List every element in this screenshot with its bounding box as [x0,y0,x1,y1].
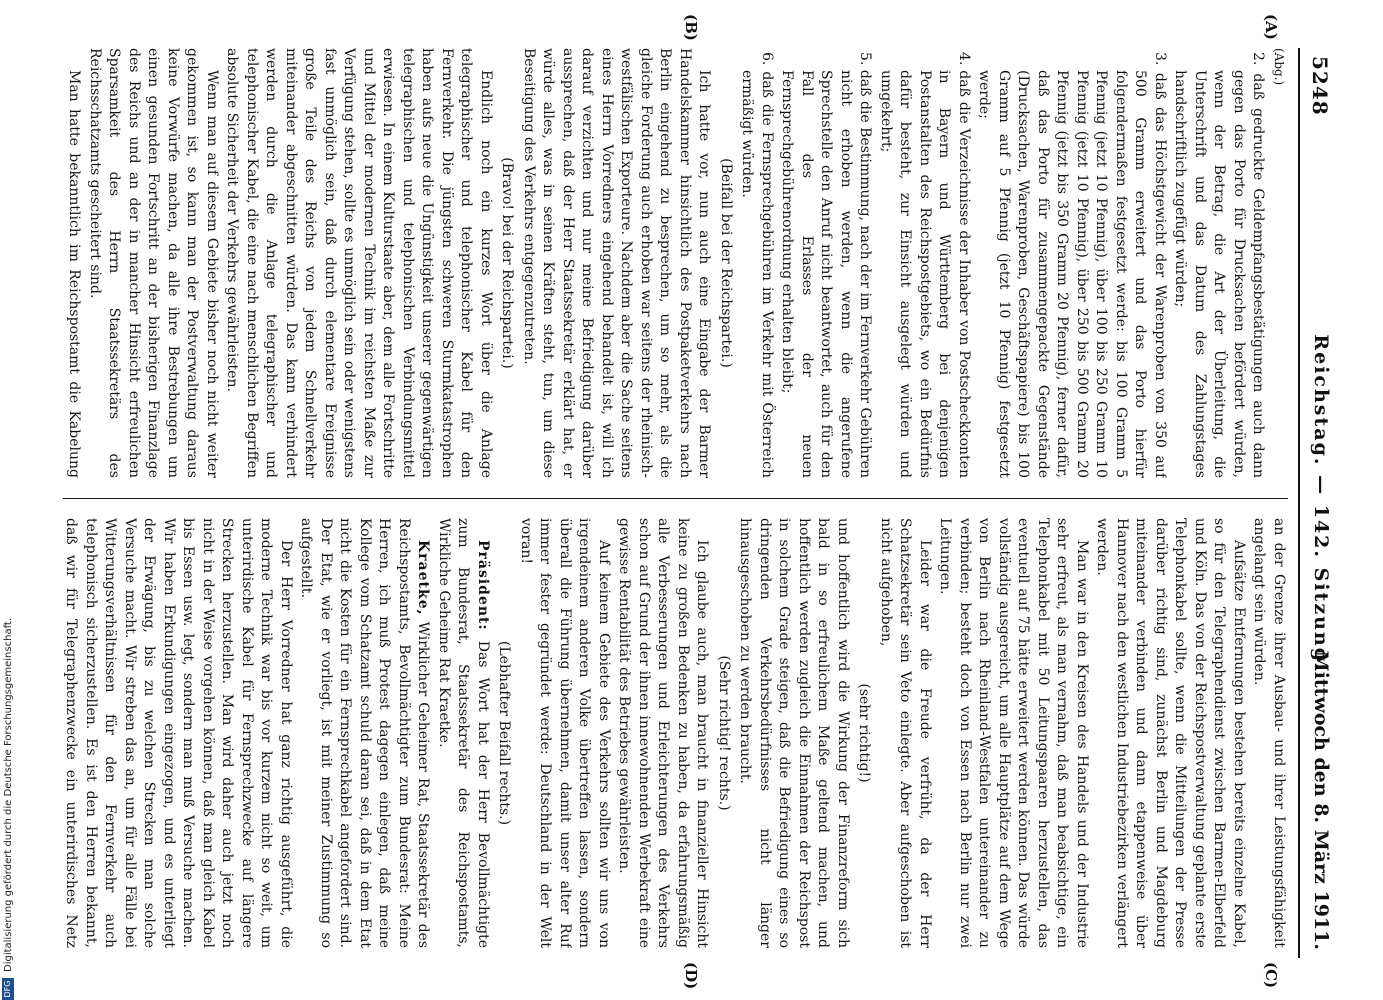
margin-mark-a: (A) [1262,14,1280,40]
petition-item-5: 5. daß die Bestimmung, nach der im Fernverkehr Gebühren nicht erhoben werden, wenn die angerufene Sprechstelle den Anruf nicht beantwortet, auch für den Fall des Erlasses der neuen Fernsprechgebührenordnung erhalten bleibt; [779,52,874,478]
paragraph: Leider war die Freude verfrüht, da der Herr Schatzsekretär sein Veto einlegte. Aber aufgeschoben ist nicht aufgehoben, [878,518,933,948]
applause-note: (Bravo! bei der Reichspartei.) [499,157,516,369]
paragraph: Ich hatte vor, nun auch eine Eingabe der Barmer Handelskammer hinsichtlich des Postpaketverkehrs nach Berlin eingehend zu besprechen, um so mehr, als die gleiche Forderung auch erhoben war seitens der rheinisch-westfälischen Exporteure. Nachdem aber die Sache seitens eines Herrn Vorredners eingehend behandelt ist, will ich darauf verzichten und nur meine Befriedigung darüber aussprechen, daß der Herr Staatssekretär erklärt hat, er würde alles, was in seinen Kräften steht, tun, um diese Beseitigung des Verkehrs entgegenzutreten. [521,48,713,478]
applause-note: (Beifall bei der Reichspartei.) [718,158,734,368]
speaker-prefix: (Abg.) [1272,48,1286,86]
paragraph: Der Herr Vorredner hat ganz richtig ausgeführt, die moderne Technik war bis vor kurzem nicht so weit, um unterirdische Kabel für Fernsprechzwecke auf längere Strecken herzustellen. Man wird daher auch jetzt noch nicht in der Weise vorgehen können, daß man gleich Kabel bis Essen usw. legt, sondern man muß Versuche machen. Wir haben Erkundigungen eingezogen, und es unterliegt der Erwägung, bis zu welchen Strecken man solche Versuche macht. Wir streben das an, um für alle Fälle bei Witterungsverhältnissen für den Fernverkehr auch telephonisch sicherzustellen. Es ist den Herren bekannt, daß wir für Telegraphenzwecke ein unterirdisches Netz [63,518,294,948]
margin-mark-c: (C) [1262,962,1280,989]
dfg-logo-icon: DFG [2,978,14,1000]
paragraph: Endlich noch ein kurzes Wort über die Anlage telegraphischer und telephonischer Kabel für den Fernverkehr. Die jüngsten schweren Sturmkatastrophen haben aufs neue die Ungünstigkeit unserer gegenwärtigen telegraphischen und telephonischen Verbindungsmittel erwiesen. In einem Kulturstaate aber, dem alle Fortschritte und Mittel der modernen Technik im reichsten Maße zur Verfügung stehen, sollte es unmöglich sein oder wenigstens fast unmöglich sein, daß durch elementare Ereignisse große Teile des Reichs von jedem Schnellverkehr miteinander abgeschnitten würden. Das kann verhindert werden durch die Anlage telegraphischer und telephonischer Kabel, die eine nach menschlichen Begriffen absolute Sicherheit der Verkehrs gewährleisten. [224,48,494,478]
kraetke-statement [296,518,433,948]
applause-note: (sehr richtig!) [856,683,873,783]
petition-item-2: 2. daß gedruckte Geldempfangsbestätigungen auch dann gegen das Porto für Drucksachen befördert würden, wenn der Betrag, die Art der Überleitung, die Unterschrift und das Datum des Zahlungstages handschriftlich zugefügt würden; [1172,52,1267,478]
statement-text: Das Wort hat der Herr Bevollmächtigte zum Bundesrat, Staatssekretär des Reichspostamts, Wirkliche Geheime Rat Kraetke. [436,518,491,948]
petition-item-6: 6. daß die Fernsprechgebühren im Verkehr mit Österreich ermäßigt würden. [739,52,775,478]
petition-item-4: 4. daß die Verzeichnisse der Inhaber von Postscheckkonten in Bayern und Württemberg bei denjenigen Postanstalten des Reichspostgebiets, wo ein Bedürfnis dafür besteht, zur Einsicht ausgelegt würden und umgekehrt; [878,52,972,478]
president-statement [434,518,493,948]
right-column [63,518,1288,948]
credit-text: Digitalisierung gefördert durch die Deutsche Forschungsgemeinschaft. [3,617,14,972]
paragraph: Wenn man auf diesem Gebiete bisher noch nicht weiter gekommen ist, so kann man der Postverwaltung daraus keine Vorwürfe machen, da alle ihre Bestrebungen um einen gesunden Fortschritt an der bisherigen Finanzlage des Reichs und an der in mancher Hinsicht erfreulichen Sparsamkeit des Herrn Staatssekretärs des Reichsschatzamts gescheitert sind. [87,48,220,478]
paragraph: Aufsätze Entfernungen bestehen bereits einzelne Kabel, so für den Telegraphendienst zwischen Barmen-Elberfeld und Köln. Das von der Reichspostverwaltung geplante erste Telephonkabel sollte, wenn die Mitteilungen der Presse darüber richtig sind, zunächst Berlin und Magdeburg miteinander verbinden und dann etappenweise über Hannover nach den westlichen Industriebezirken verlängert werden. [1094,518,1247,948]
rotated-page [55,14,1340,990]
left-column [63,48,1288,478]
paragraph: Man hatte bekanntlich im Reichspostamt die Kabelung [66,70,83,478]
column-divider [63,498,1288,499]
digitization-credit [2,0,26,1000]
petition-item-3: 3. daß das Höchstgewicht der Warenproben von 350 auf 500 Gramm erweitert und das Porto hierfür folgendermaßen festgesetzt werde: bis 100 Gramm 5 Pfennig (jetzt 10 Pfennig), über 100 bis 250 Gramm 10 Pfennig (jetzt 10 Pfennig), über 250 bis 500 Gramm 20 Pfennig (jetzt bis 350 Gramm 20 Pfennig), ferner dafür, daß das Porto für zusammengepackte Gegenstände (Drucksachen, Warenproben, Geschäftspapiere) bis 100 Gramm auf 5 Pfennig (jetzt 10 Pfennig) festgesetzt werde; [976,52,1168,478]
paragraph: Man war in den Kreisen des Handels und der Industrie sehr erfreut, als man vernahm, daß man beabsichtige, ein Telephonkabel mit 50 Leitungspaaren herzustellen, das eventuell auf 75 hätte erweitert werden können. Das würde vollständig ausgereicht, um alle Hauptplätze auf dem Wege von Berlin nach Rheinland-Westfalen untereinander zu verbinden; besteht doch von Essen nach Berlin nur zwei Leitungen. [937,518,1090,948]
page-header [1298,48,1340,958]
speaker-name: Präsident: [475,540,491,631]
margin-mark-b: (B) [682,14,700,41]
paragraph: und hoffentlich wird die Wirkung der Finanzreform sich bald in so erfreulichem Maße geltend machen, und hoffentlich werden zugleich die Einnahmen der Reichspost in solchem Grade steigen, daß die Befriedigung eines so dringenden Verkehrsbedürfnisses nicht länger hinausgeschoben zu werden braucht. [737,518,851,948]
paragraph: an der Grenze ihrer Ausbau- und ihrer Leistungsfähigkeit angelangt sein würden. [1251,518,1287,948]
applause-note: (Sehr richtig! rechts.) [716,655,732,811]
paragraph: Auf keinem Gebiete des Verkehrs sollten wir uns von irgendeinem anderen Volke übertreffen lassen, sondern überall die Führung übernehmen, damit unser alter Ruf immer fester gegründet werde: Deutschland in der Welt voran! [518,518,612,948]
margin-mark-d: (D) [682,962,700,990]
speaker-name: Kraetke, [415,540,432,616]
statement-text: Wirklicher Geheimer Rat, Staatssekretär des Reichspostamts, Bevollmächtigter zum Bundesrat: Meine Herren, ich muß Protest dagegen einlegen, daß meine Kollege vom Schatzamt schuld daran sei, daß in dem Etat nicht die Kosten für ein Fernsprechkabel angefordert sind. Der Etat, wie er vorliegt, ist mit meiner Zustimmung so aufgestellt. [298,518,432,948]
session-date: Mittwoch den 8. März 1911. [1310,650,1332,950]
page-number: 5248 [1308,56,1332,116]
applause-note: (Lebhafter Beifall rechts.) [496,640,513,826]
paragraph: Ich glaube auch, man braucht in finanzieller Hinsicht keine zu großen Bedenken zu haben, da erfahrungsmäßig alle Verbesserungen und Erleichterungen des Verkehrs schon auf Grund der ihnen innewohnenden Werbekraft eine gewisse Rentabilität des Betriebes gewährleisten. [616,518,711,948]
page-title: Reichstag. — 142. Sitzung. [1310,334,1332,672]
